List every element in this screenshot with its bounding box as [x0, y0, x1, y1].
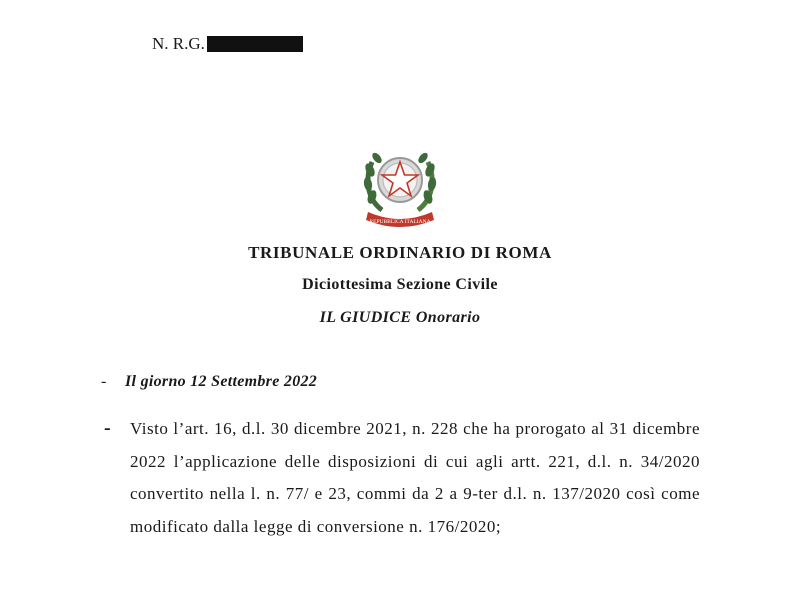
- emblema-repubblica-italiana-icon: [360, 140, 440, 228]
- paragraph-1-text: Visto l’art. 16, d.l. 30 dicembre 2021, n. 228 che ha prorogato al 31 dicembre 2022 l’applicazione delle disposizioni di cui agli artt. 221, d.l. n. 34/2020 convertito nella l. n. 77/ e 23, commi da 2 a 9-ter d.l. n. 137/2020 così come modificato dalla legge di conversione n. 176/2020;: [130, 419, 700, 536]
- case-number-label: N. R.G.: [152, 34, 205, 53]
- court-name: TRIBUNALE ORDINARIO DI ROMA: [248, 243, 552, 262]
- emblem-ribbon-text: REPUBBLICA ITALIANA: [369, 219, 431, 225]
- paragraph-dash: -: [104, 417, 111, 439]
- judge-title: IL GIUDICE Onorario: [319, 309, 481, 326]
- date-text: Il giorno 12 Settembre 2022: [125, 373, 318, 390]
- redaction-bar: [207, 36, 303, 52]
- case-number: [152, 34, 303, 54]
- court-section: Diciottesima Sezione Civile: [302, 276, 498, 293]
- paragraph-1: [104, 413, 704, 543]
- date-line: [101, 373, 317, 391]
- date-dash: -: [101, 373, 107, 390]
